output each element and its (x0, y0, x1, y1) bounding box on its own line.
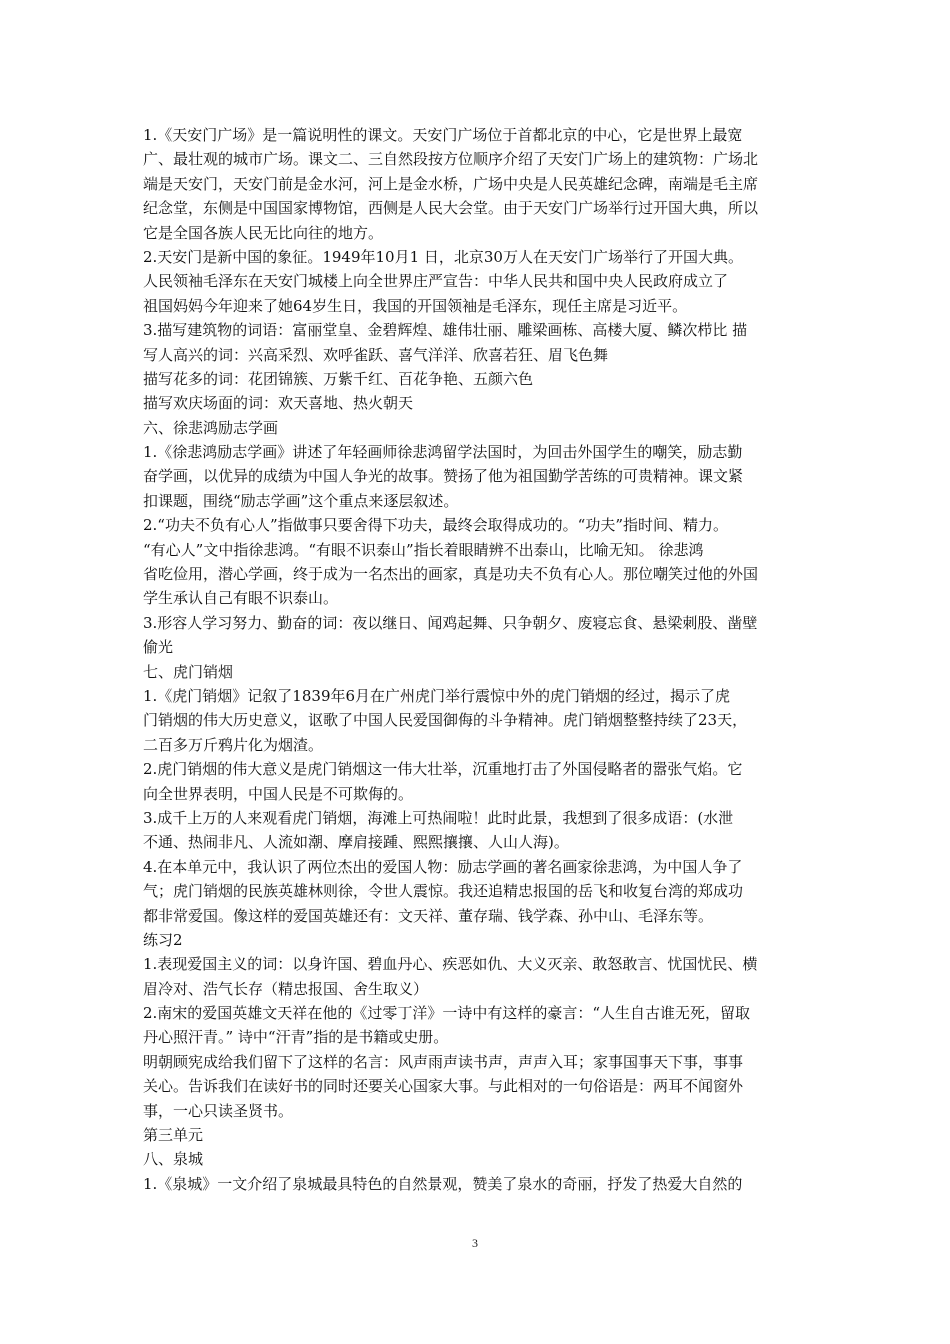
text-line: 3.成千上万的人来观看虎门销烟，海滩上可热闹啦！此时此景，我想到了很多成语：(水泄 (143, 808, 734, 827)
text-line: 第三单元 (143, 1126, 204, 1145)
text-line: 明朝顾宪成给我们留下了这样的名言：风声雨声读书声，声声入耳；家事国事天下事，事事 (143, 1052, 744, 1071)
text-line: 3.形容人学习努力、勤奋的词：夜以继日、闻鸡起舞、只争朝夕、废寝忘食、悬梁刺股、凿壁 (143, 613, 758, 632)
text-line: 扣课题，围绕“励志学画”这个重点来逐层叙述。 (143, 491, 459, 510)
text-line: 关心。告诉我们在读好书的同时还要关心国家大事。与此相对的一句俗语是：两耳不闻窗外 (143, 1077, 744, 1096)
text-line: 奋学画，以优异的成绩为中国人争光的故事。赞扬了他为祖国勤学苦练的可贵精神。课文紧 (143, 467, 744, 486)
text-line: 门销烟的伟大历史意义，讴歌了中国人民爱国御侮的斗争精神。虎门销烟整整持续了23天， (143, 711, 748, 730)
text-line: 描写花多的词：花团锦簇、万紫千红、百花争艳、五颜六色 (143, 369, 534, 388)
text-line: 1.《天安门广场》是一篇说明性的课文。天安门广场位于首都北京的中心，它是世界上最宽 (143, 126, 743, 144)
text-line: 3.描写建筑物的词语：富丽堂皇、金碧辉煌、雄伟壮丽、雕梁画栋、高楼大厦、鳞次栉比 描 (143, 321, 748, 340)
text-line: 端是天安门，天安门前是金水河，河上是金水桥，广场中央是人民英雄纪念碑，南端是毛主席 (143, 174, 759, 193)
text-line: 不通、热闹非凡、人流如潮、摩肩接踵、熙熙攘攘、人山人海)。 (143, 833, 569, 852)
text-line: 人民领袖毛泽东在天安门城楼上向全世界庄严宣告：中华人民共和国中央人民政府成立了 (143, 272, 729, 291)
text-line: 事，一心只读圣贤书。 (143, 1101, 294, 1120)
text-line: 都非常爱国。像这样的爱国英雄还有：文天祥、董存瑞、钱学森、孙中山、毛泽东等。 (143, 906, 714, 925)
text-line: 它是全国各族人民无比向往的地方。 (143, 223, 384, 242)
text-line: 1.表现爱国主义的词：以身许国、碧血丹心、疾恶如仇、大义灭亲、敢怒敢言、忧国忧民、横 (143, 955, 758, 974)
text-line: 写人高兴的词：兴高采烈、欢呼雀跃、喜气洋洋、欣喜若狂、眉飞色舞 (143, 345, 609, 364)
text-line: 描写欢庆场面的词：欢天喜地、热火朝天 (143, 394, 414, 413)
text-line: 省吃俭用，潜心学画，终于成为一名杰出的画家，真是功夫不负有心人。那位嘲笑过他的外国 (143, 565, 759, 584)
text-line: 2.南宋的爱国英雄文天祥在他的《过零丁洋》一诗中有这样的豪言：“人生自古谁无死，留取 (143, 1004, 750, 1023)
text-line: 气；虎门销烟的民族英雄林则徐，令世人震惊。我还追精忠报国的岳飞和收复台湾的郑成功 (143, 882, 744, 901)
text-line: 纪念堂，东侧是中国国家博物馆，西侧是人民大会堂。由于天安门广场举行过开国大典，所以 (143, 199, 759, 218)
page-number: 3 (472, 1236, 478, 1250)
text-line: 偷光 (143, 638, 174, 657)
text-line: 广、最壮观的城市广场。课文二、三自然段按方位顺序介绍了天安门广场上的建筑物：广场北 (143, 150, 759, 169)
text-line: 八、泉城 (143, 1150, 204, 1169)
text-line: 六、徐悲鸿励志学画 (143, 418, 279, 437)
text-line: 2.虎门销烟的伟大意义是虎门销烟这一伟大壮举，沉重地打击了外国侵略者的嚣张气焰。它 (143, 760, 743, 779)
text-line: 2.天安门是新中国的象征。1949年10月1 日，北京30万人在天安门广场举行了开国大典。 (143, 247, 743, 266)
text-line: 1.《泉城》一文介绍了泉城最具特色的自然景观，赞美了泉水的奇丽，抒发了热爱大自然的 (143, 1174, 743, 1193)
text-line: 祖国妈妈今年迎来了她64岁生日，我国的开国领袖是毛泽东，现任主席是习近平。 (143, 296, 688, 315)
text-line: 学生承认自己有眼不识泰山。 (143, 589, 339, 608)
text-line: 1.《虎门销烟》记叙了1839年6月在广州虎门举行震惊中外的虎门销烟的经过，揭示了虎 (143, 686, 731, 705)
text-line: 眉冷对、浩气长存（精忠报国、舍生取义） (143, 979, 429, 998)
text-line: 4.在本单元中，我认识了两位杰出的爱国人物：励志学画的著名画家徐悲鸿，为中国人争了 (143, 857, 743, 876)
text-line: 二百多万斤鸦片化为烟渣。 (143, 735, 324, 754)
text-line: 1.《徐悲鸿励志学画》讲述了年轻画师徐悲鸿留学法国时，为回击外国学生的嘲笑，励志勤 (143, 443, 743, 462)
text-line: 七、虎门销烟 (143, 662, 234, 681)
text-line: 丹心照汗青。” 诗中“汗青”指的是书籍或史册。 (143, 1028, 449, 1047)
text-line: “有心人”文中指徐悲鸿。“有眼不识泰山”指长着眼睛辨不出泰山，比喻无知。 徐悲鸿 (143, 540, 704, 559)
text-line: 向全世界表明，中国人民是不可欺侮的。 (143, 784, 414, 803)
text-line: 2.“功夫不负有心人”指做事只要舍得下功夫，最终会取得成功的。“功夫”指时间、精力。 (143, 516, 728, 535)
body-text (143, 123, 813, 1196)
text-line: 练习2 (143, 930, 183, 949)
